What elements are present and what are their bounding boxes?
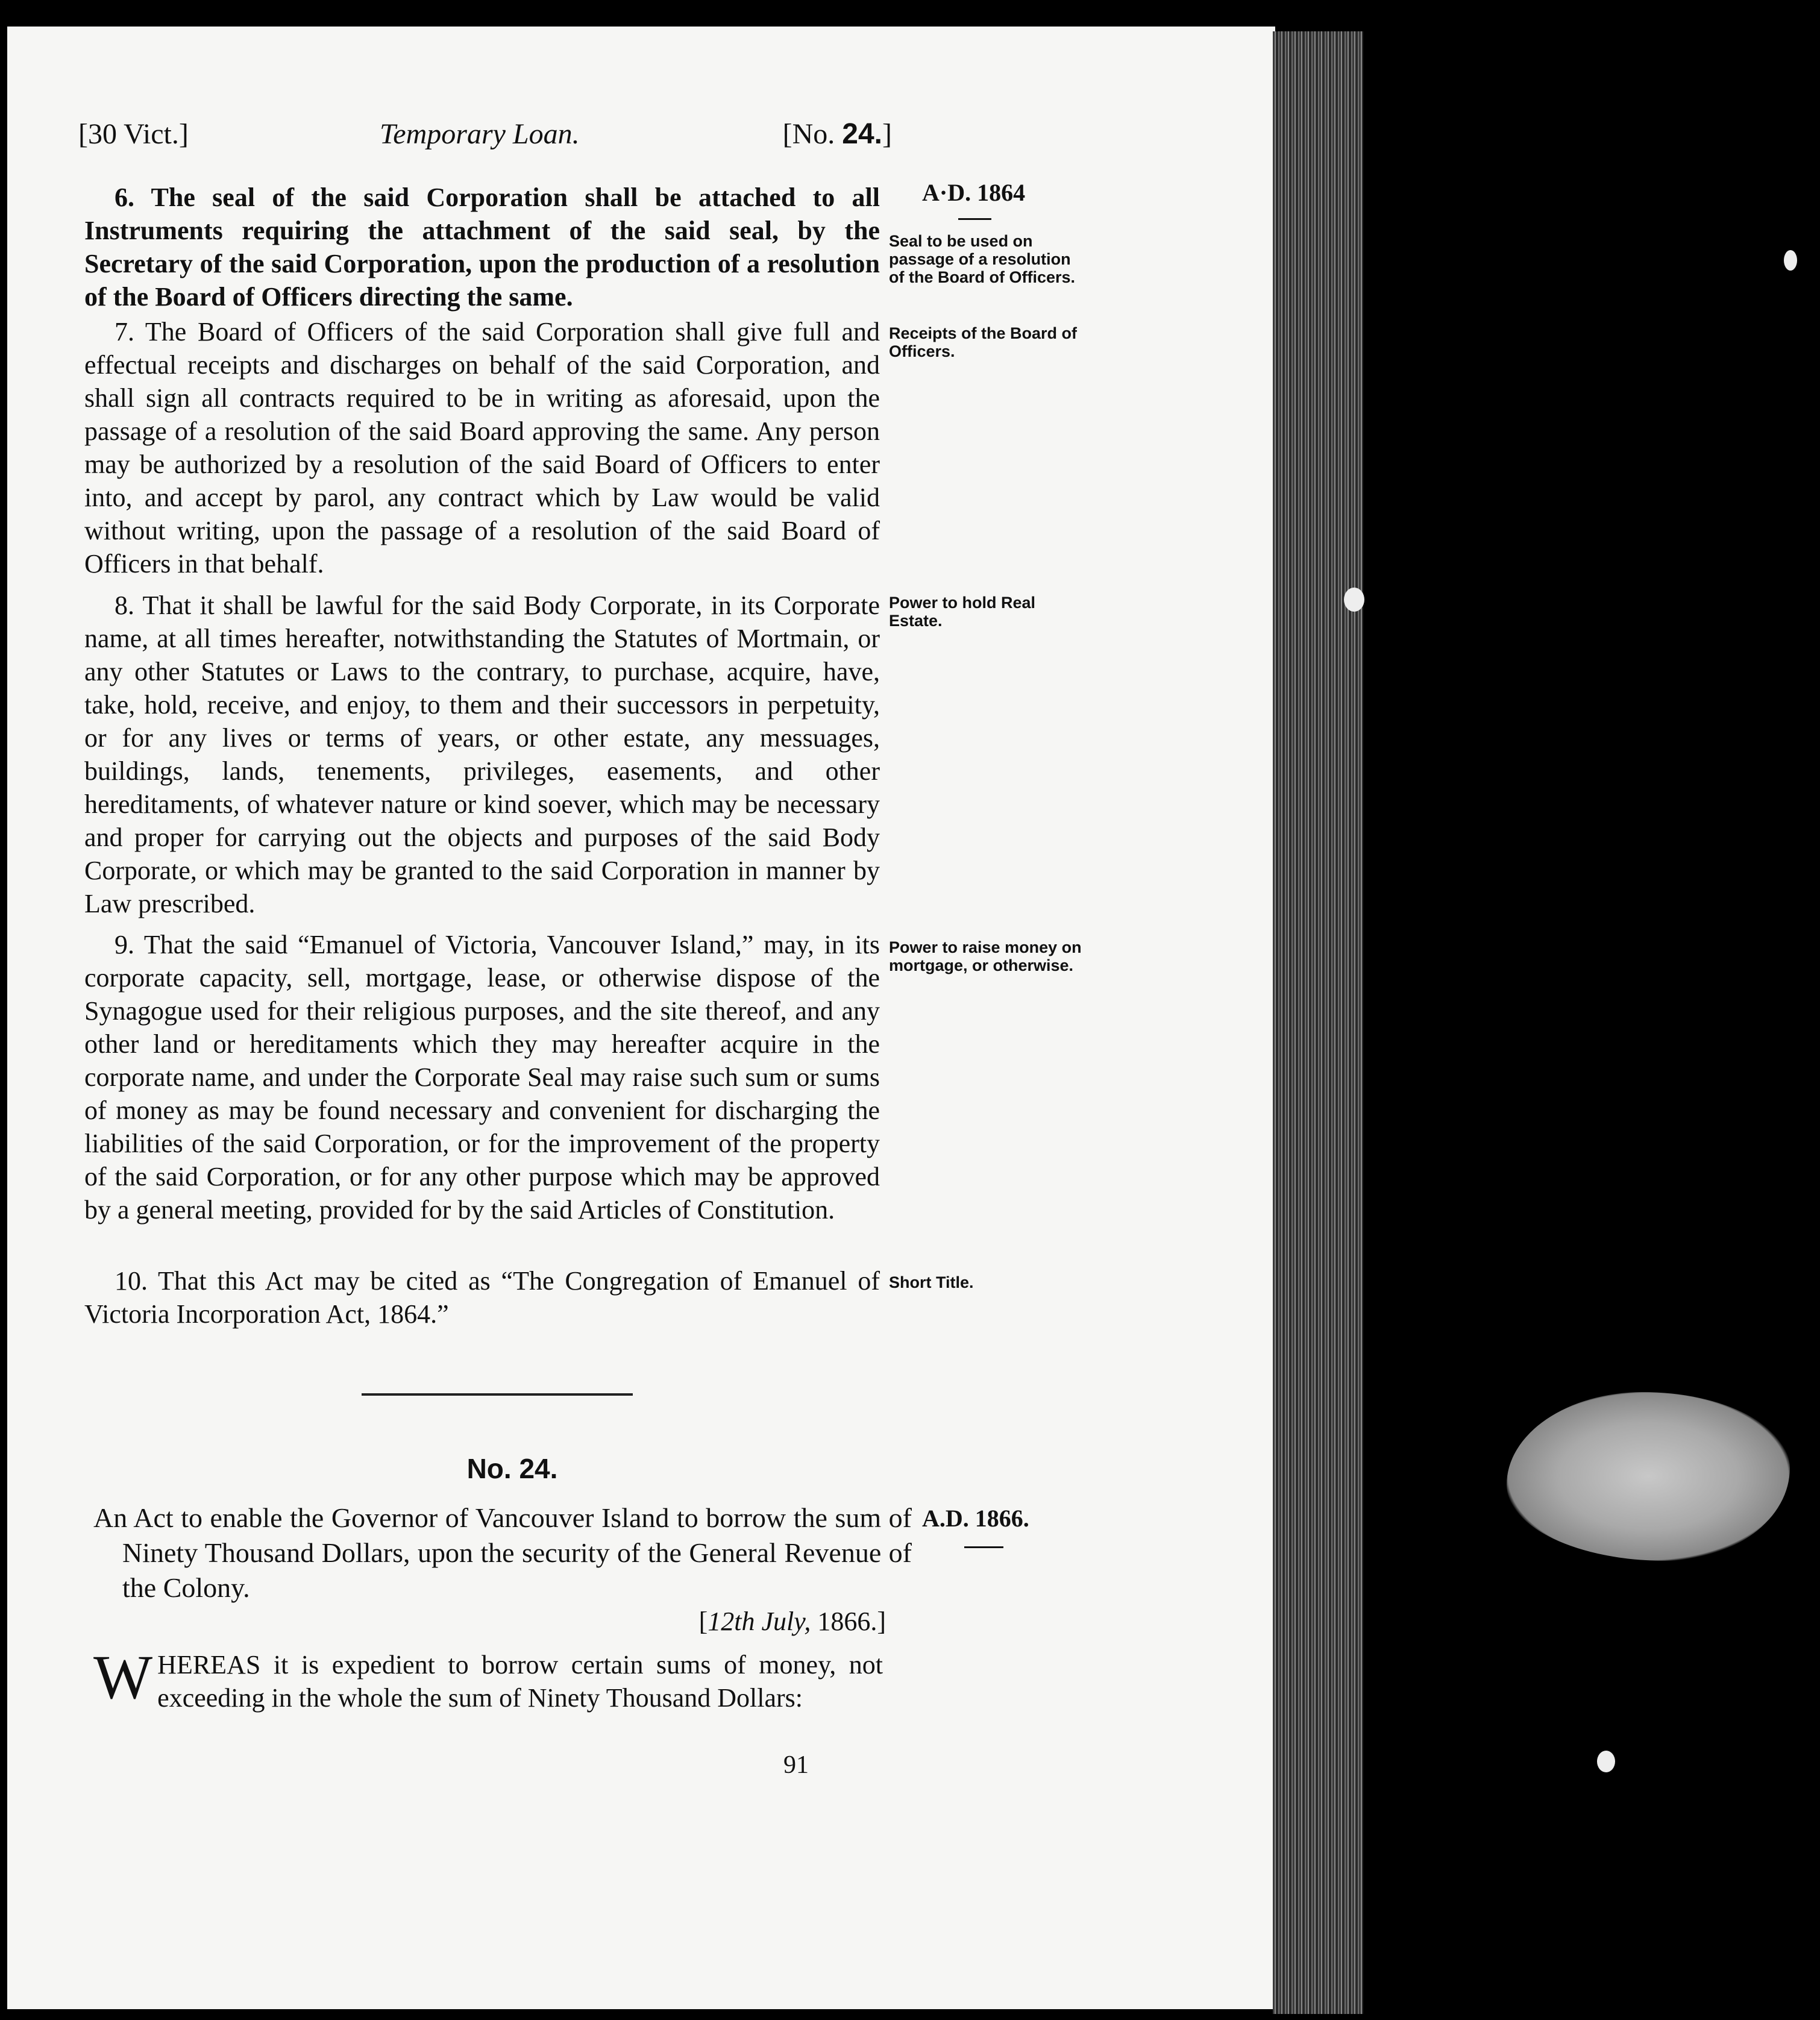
section-8: 8. That it shall be lawful for the said Body Corporate, in its Corporate name, at all times hereafter, notwithstanding the Statutes of Mortmain, or any other Statutes or Laws to the contrary, to purchase, acquire, have, take, hold, receive, and enjoy, to them and their successors in perpetuity, or for any lives or terms of years, or other estate, any messuages, buildings, lands, tenements, privileges, easements, and other hereditaments, of whatever nature or kind soever, which may be necessary and proper for carrying out the objects and purposes of the said Body Corporate, or which may be granted to the said Corporation in manner by Law prescribed. bbox=[84, 591, 880, 918]
section-6: 6. The seal of the said Corporation shall be attached to all Instruments requiring the attachment of the said seal, by the Secretary of the said Corporation, upon the production of a resolution of the Board of Officers directing the same. bbox=[84, 183, 880, 312]
header-title: Temporary Loan. bbox=[380, 118, 580, 150]
section-divider bbox=[362, 1393, 633, 1396]
margin-dash bbox=[964, 1546, 1003, 1548]
section-7: 7. The Board of Officers of the said Corporation shall give full and effectual receipts and discharges on behalf of the said Corporation, and shall sign all contracts required to be in writing as aforesaid, upon the passage of a resolution of the said Board approving the same. Any person may be authorized by a resolution of the said Board of Officers to enter into, and accept by parol, any contract which by Law would be valid without writing, upon the passage of a resolution of the said Board of Officers in that behalf. bbox=[84, 317, 880, 579]
margin-note-seal: Seal to be used on passage of a resolution of the Board of Officers. bbox=[889, 232, 1076, 286]
speck bbox=[1597, 1751, 1615, 1772]
margin-note-mortgage: Power to raise money on mortgage, or otherwise. bbox=[889, 938, 1082, 974]
margin-note-receipts: Receipts of the Board of Officers. bbox=[889, 324, 1078, 360]
running-header bbox=[78, 118, 892, 154]
margin-note-real-estate: Power to hold Real Estate. bbox=[889, 594, 1036, 630]
section-9: 9. That the said “Emanuel of Victoria, Vancouver Island,” may, in its corporate capacity, sell, mortgage, lease, or otherwise dispose of the Synagogue used for their religious purposes, and the site thereof, and any other land or hereditaments which they may hereafter acquire in the corporate name, and under the Corporate Seal may raise such sum or sums of money as may be found necessary and convenient for discharging the liabilities of the said Corporation, or for the improvement of the property of the said Corporation, or for any other purpose which may be approved by a general meeting, provided for by the said Articles of Constitution. bbox=[84, 930, 880, 1225]
margin-date-1866: A.D. 1866. bbox=[922, 1505, 1029, 1532]
drop-cap: W bbox=[93, 1643, 153, 1712]
margin-date-1864: A·D. 1864 bbox=[922, 179, 1026, 206]
act-title: An Act to enable the Governor of Vancouver Island to borrow the sum of Ninety Thousand Dollars, upon the security of the General Revenue of the Colony. bbox=[93, 1502, 912, 1603]
preamble: WHEREAS it is expedient to borrow certain sums of money, not exceeding in the whole the sum of Ninety Thousand Dollars: bbox=[93, 1643, 883, 1713]
assent-date: [12th July, 1866.] bbox=[698, 1607, 886, 1636]
margin-dash bbox=[958, 218, 991, 220]
header-regnal-year: [30 Vict.] bbox=[78, 118, 189, 150]
speck bbox=[1344, 588, 1364, 612]
paper-stain bbox=[1507, 1392, 1790, 1561]
speck bbox=[1784, 250, 1797, 271]
page-edges bbox=[1273, 31, 1363, 2014]
section-10: 10. That this Act may be cited as “The Congregation of Emanuel of Victoria Incorporation Act, 1864.” bbox=[84, 1266, 880, 1329]
page-number: 91 bbox=[783, 1751, 809, 1779]
margin-note-short-title: Short Title. bbox=[889, 1273, 974, 1291]
act-number: No. 24. bbox=[466, 1453, 558, 1484]
header-act-number: [No. 24.] bbox=[782, 118, 892, 150]
